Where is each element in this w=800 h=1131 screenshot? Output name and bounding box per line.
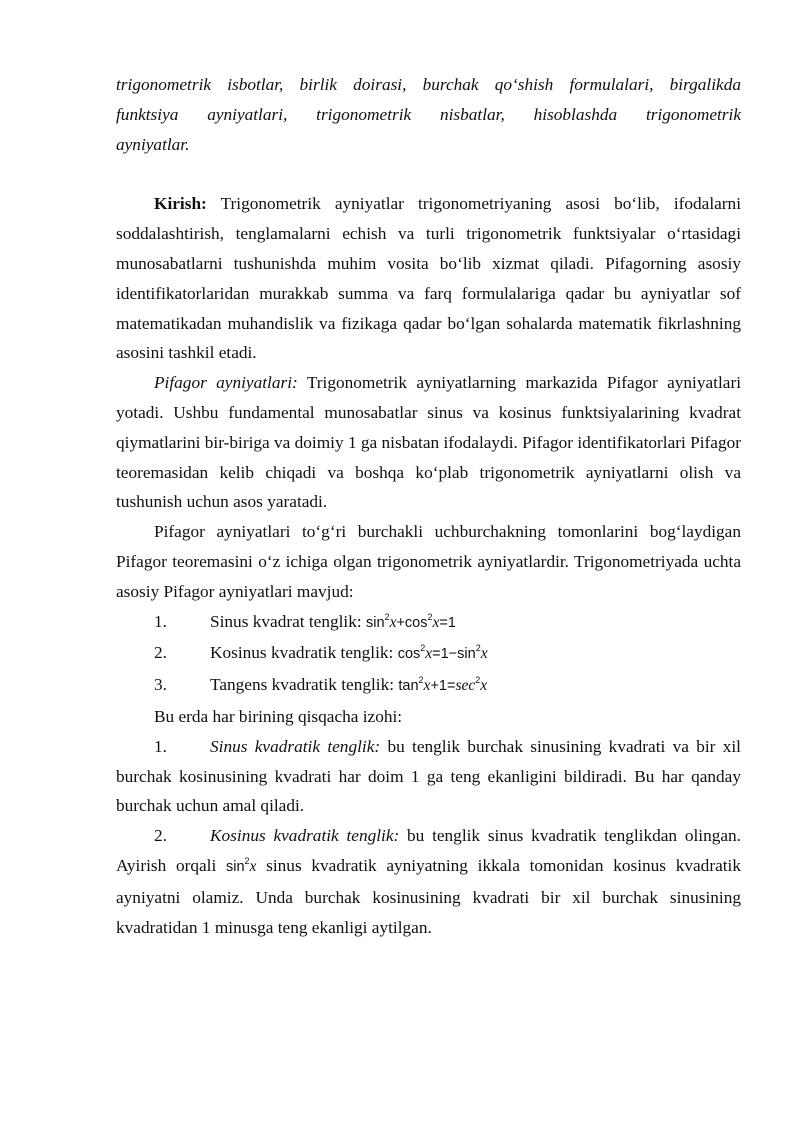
- intro-text: Trigonometrik ayniyatlar trigonometriyaning asosi boʻlib, ifodalarni soddalashtirish, tenglamalarni echish va turli trigonometrik funktsiyalar oʻrtasidagi munosabatlarni tushunishda muhim vosita boʻlib xizmat qiladi. Pifagorning asosiy identifikatorlaridan murakkab summa va farq formulalariga qadar bu ayniyatlar sof matematikadan muhandislik va fizikaga qadar boʻlgan sohalarda matematik fikrlashning asosini tashkil etadi.: [116, 194, 741, 363]
- explanation-item-1: [116, 732, 741, 821]
- intro-paragraph: [116, 189, 741, 368]
- identity-label: Kosinus kvadratik tenglik:: [210, 643, 398, 663]
- list-number: 1.: [154, 736, 167, 756]
- pifagor-paragraph: [116, 368, 741, 517]
- explanation-text-after: sinus kvadratik ayniyatning ikkala tomonidan kosinus kvadratik ayniyatni olamiz. Unda burchak kosinusining kvadrati bir xil burchak sinusining kvadratidan 1 minusga teng ekanligi aytilgan.: [116, 855, 741, 937]
- explanation-label: Kosinus kvadratik tenglik:: [210, 826, 400, 846]
- identity-label: Sinus kvadrat tenglik:: [210, 611, 366, 631]
- explanation-item-2: [116, 821, 741, 942]
- list-number: 2.: [154, 826, 167, 846]
- keywords-line-3: ayniyatlar.: [116, 134, 190, 154]
- pifagor-theorem-paragraph: Pifagor ayniyatlari toʻgʻri burchakli uchburchakning tomonlarini bogʻlaydigan Pifagor teoremasini oʻz ichiga olgan trigonometrik ayniyatlardir. Trigonometriyada uchta asosiy Pifagor ayniyatlari mavjud:: [116, 522, 741, 601]
- list-number: 1.: [154, 611, 167, 631]
- formula-cos: $\cos^2x=1-\sin^2x$: [397, 643, 488, 663]
- identity-label: Tangens kvadratik tenglik:: [210, 675, 399, 695]
- document-page: [116, 70, 741, 942]
- identity-item-3: [116, 670, 741, 702]
- identity-item-1: [116, 607, 741, 639]
- pifagor-text: Trigonometrik ayniyatlarning markazida Pifagor ayniyatlari yotadi. Ushbu fundamental munosabatlar sinus va kosinus funktsiyalarining kvadrat qiymatlarini bir-biriga va doimiy 1 ga nisbatan ifodalaydi. Pifagor identifikatorlari Pifagor teoremasidan kelib chiqadi va boshqa koʻplab trigonometrik ayniyatlarni olish va tushunish uchun asos yaratadi.: [116, 373, 741, 512]
- keywords-line-1: trigonometrik isbotlar, birlik doirasi, burchak qoʻshish formulalari, birgalikda: [116, 75, 741, 94]
- explain-intro: Bu erda har birining qisqacha izohi:: [154, 706, 403, 726]
- explanation-label: Sinus kvadratik tenglik:: [210, 736, 381, 756]
- formula-sin-sq: $\sin^2x$: [225, 855, 257, 875]
- identity-item-2: [116, 638, 741, 670]
- explanation-text: bu tenglik burchak sinusining kvadrati va bir xil burchak kosinusining kvadrati har doim 1 ga teng ekanligini bildiradi. Bu har qanday burchak uchun amal qiladi.: [116, 736, 741, 816]
- formula-sin-cos: $\sin^2x+\cos^2x=1$: [366, 611, 456, 631]
- spacer: [116, 159, 741, 189]
- keywords-line-2: funktsiya ayniyatlari, trigonometrik nisbatlar, hisoblashda trigonometrik: [116, 104, 741, 124]
- formula-tan: $\tan^2x+1=\sec^2x$: [398, 675, 488, 695]
- list-number: 2.: [154, 643, 167, 663]
- intro-label: Kirish:: [154, 194, 207, 214]
- list-number: 3.: [154, 675, 167, 695]
- pifagor-label: Pifagor ayniyatlari:: [154, 373, 298, 393]
- explanation-text-before: bu tenglik sinus kvadratik tenglikdan olingan. Ayirish orqali: [116, 826, 741, 875]
